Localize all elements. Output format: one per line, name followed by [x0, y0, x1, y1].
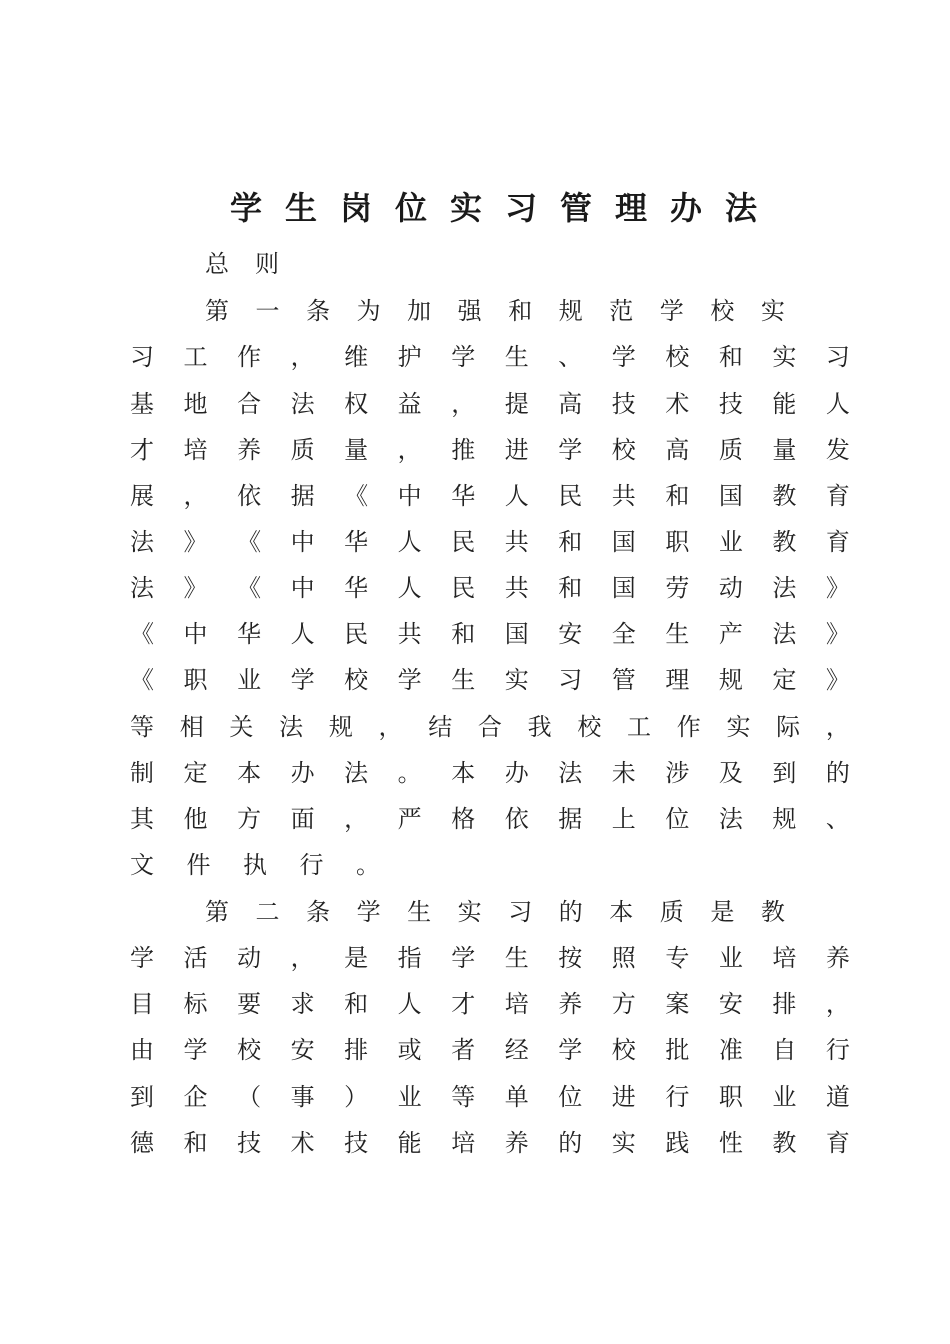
text-char: 他	[183, 805, 208, 833]
text-char: 习	[825, 343, 850, 371]
text-char: 践	[665, 1129, 690, 1157]
text-char: 二	[255, 898, 280, 926]
text-char: 》	[825, 666, 850, 694]
text-char: 法	[130, 528, 154, 556]
text-char: 工	[627, 713, 652, 741]
text-char: ，	[825, 990, 850, 1018]
text-char: 学	[397, 666, 422, 694]
text-char: 其	[130, 805, 154, 833]
text-char: 教	[772, 482, 797, 510]
text-char: 高	[665, 436, 690, 464]
text-char: 案	[665, 990, 690, 1018]
text-char: 范	[609, 297, 634, 325]
text-char: 共	[397, 620, 422, 648]
text-char: 术	[290, 1129, 315, 1157]
text-char: 学	[558, 1036, 583, 1064]
text-char: 才	[130, 436, 154, 464]
text-char: 等	[451, 1083, 476, 1111]
text-char: 关	[229, 713, 254, 741]
text-char: 技	[237, 1129, 262, 1157]
text-char: 规	[772, 805, 797, 833]
text-char: 和	[344, 990, 369, 1018]
text-char: 加	[407, 297, 432, 325]
text-char: 为	[356, 297, 381, 325]
text-char: 方	[237, 805, 262, 833]
text-char: 》	[183, 574, 208, 602]
text-char: 华	[237, 620, 262, 648]
text-char: 学	[130, 944, 154, 972]
text-char: 学	[356, 898, 381, 926]
text-char: 者	[451, 1036, 476, 1064]
text-char: 行	[825, 1036, 850, 1064]
text-char: 职	[183, 666, 208, 694]
text-char: 作	[237, 343, 262, 371]
text-char: 规	[718, 666, 743, 694]
text-char: 民	[344, 620, 369, 648]
text-char: 生	[504, 343, 529, 371]
text-char: 基	[130, 390, 154, 418]
text-char: 职	[718, 1083, 743, 1111]
text-char: 和	[451, 620, 476, 648]
text-char: 实	[504, 666, 529, 694]
text-char: 指	[397, 944, 422, 972]
text-char: 制	[130, 759, 154, 787]
text-char: 单	[504, 1083, 529, 1111]
text-char: 办	[504, 759, 529, 787]
text-char: 才	[451, 990, 476, 1018]
text-char: 技	[611, 390, 636, 418]
text-char: 量	[772, 436, 797, 464]
text-char: 是	[344, 944, 369, 972]
paragraph-line	[130, 525, 850, 559]
text-char: 共	[504, 528, 529, 556]
text-char: 校	[577, 713, 602, 741]
text-char: 校	[611, 1036, 636, 1064]
text-char: 习	[130, 343, 154, 371]
text-char: 职	[665, 528, 690, 556]
text-char: 质	[718, 436, 743, 464]
text-char: 和	[183, 1129, 208, 1157]
text-char: 人	[290, 620, 315, 648]
text-char: 培	[451, 1129, 476, 1157]
text-char: 德	[130, 1129, 154, 1157]
text-char: 校	[665, 343, 690, 371]
paragraph-line	[130, 433, 850, 467]
text-char: 和	[508, 297, 533, 325]
text-char: 位	[558, 1083, 583, 1111]
text-char: 。	[356, 851, 380, 879]
text-char: 学	[611, 343, 636, 371]
text-char: 生	[407, 898, 432, 926]
paragraph-line	[130, 479, 850, 513]
text-char: 条	[306, 297, 331, 325]
text-char: 排	[772, 990, 797, 1018]
text-char: 校	[710, 297, 735, 325]
text-char: ，	[344, 805, 369, 833]
text-char: 到	[772, 759, 797, 787]
text-char: 据	[290, 482, 315, 510]
text-char: 实	[760, 297, 785, 325]
text-char: 的	[558, 898, 583, 926]
text-char: 》	[825, 574, 850, 602]
text-char: 按	[558, 944, 583, 972]
text-char: 是	[710, 898, 735, 926]
text-char: 未	[611, 759, 636, 787]
text-char: 依	[237, 482, 262, 510]
text-char: 地	[183, 390, 208, 418]
paragraph-line	[205, 895, 785, 929]
text-char: 中	[397, 482, 422, 510]
text-char: 和	[558, 528, 583, 556]
text-char: 法	[558, 759, 583, 787]
text-char: 益	[397, 390, 422, 418]
text-char: 生	[451, 666, 476, 694]
text-char: 学	[451, 343, 476, 371]
text-char: 业	[397, 1083, 422, 1111]
paragraph-line	[130, 617, 850, 651]
text-char: ，	[825, 713, 850, 741]
text-char: 、	[558, 343, 583, 371]
text-char: 展	[130, 482, 154, 510]
text-char: 养	[825, 944, 850, 972]
text-char: 共	[504, 574, 529, 602]
text-char: 《	[130, 666, 154, 694]
text-char: ）	[344, 1083, 369, 1111]
paragraph-line	[130, 663, 850, 697]
text-char: 合	[477, 713, 502, 741]
text-char: 质	[290, 436, 315, 464]
text-char: 经	[504, 1036, 529, 1064]
text-char: 《	[237, 528, 262, 556]
text-char: 排	[344, 1036, 369, 1064]
text-char: 安	[718, 990, 743, 1018]
text-char: 批	[665, 1036, 690, 1064]
text-char: 及	[718, 759, 743, 787]
text-char: 提	[504, 390, 529, 418]
text-char: 事	[290, 1083, 315, 1111]
text-char: 和	[558, 574, 583, 602]
text-char: 推	[451, 436, 476, 464]
text-char: 《	[130, 620, 154, 648]
text-char: 和	[665, 482, 690, 510]
text-char: 依	[504, 805, 529, 833]
text-char: 要	[237, 990, 262, 1018]
text-char: 养	[504, 1129, 529, 1157]
text-char: 人	[825, 390, 850, 418]
paragraph-line	[130, 802, 850, 836]
text-char: 业	[772, 1083, 797, 1111]
text-char: 实	[726, 713, 751, 741]
text-char: 民	[451, 574, 476, 602]
text-char: 上	[611, 805, 636, 833]
paragraph-line	[130, 571, 850, 605]
text-char: 中	[183, 620, 208, 648]
text-char: 法	[290, 390, 315, 418]
text-char: 面	[290, 805, 315, 833]
text-char: 的	[825, 759, 850, 787]
text-char: 民	[558, 482, 583, 510]
text-char: ，	[397, 436, 422, 464]
text-char: 技	[718, 390, 743, 418]
text-char: 《	[344, 482, 369, 510]
text-char: 行	[665, 1083, 690, 1111]
text-char: 性	[718, 1129, 743, 1157]
text-char: 华	[344, 574, 369, 602]
text-char: 目	[130, 990, 154, 1018]
text-char: 涉	[665, 759, 690, 787]
text-char: 学	[183, 1036, 208, 1064]
text-char: 进	[611, 1083, 636, 1111]
text-char: 安	[290, 1036, 315, 1064]
text-char: 本	[609, 898, 634, 926]
text-char: 量	[344, 436, 369, 464]
text-char: 实	[611, 1129, 636, 1157]
text-char: 和	[718, 343, 743, 371]
text-char: 产	[718, 620, 743, 648]
text-char: 道	[825, 1083, 850, 1111]
text-char: 的	[558, 1129, 583, 1157]
text-char: 业	[718, 528, 743, 556]
text-char: 安	[558, 620, 583, 648]
text-char: 位	[665, 805, 690, 833]
text-char: 质	[659, 898, 684, 926]
text-char: 国	[611, 574, 636, 602]
text-char: 养	[237, 436, 262, 464]
paragraph-line	[130, 387, 850, 421]
text-char: 标	[183, 990, 208, 1018]
text-char: 技	[344, 1129, 369, 1157]
text-char: 行	[299, 851, 324, 879]
text-char: 实	[772, 343, 797, 371]
text-char: 养	[558, 990, 583, 1018]
text-char: 教	[772, 528, 797, 556]
document-title: 学生岗位实习管理办法	[229, 189, 780, 227]
text-char: 人	[504, 482, 529, 510]
text-char: 第	[205, 297, 229, 325]
paragraph-line	[130, 1033, 850, 1067]
paragraph-line	[130, 710, 850, 744]
text-char: 强	[457, 297, 482, 325]
text-char: 本	[237, 759, 262, 787]
text-char: 育	[825, 482, 850, 510]
text-char: 定	[772, 666, 797, 694]
text-char: 文	[130, 851, 154, 879]
text-char: （	[237, 1083, 262, 1111]
text-char: 培	[183, 436, 208, 464]
text-char: 学	[451, 944, 476, 972]
text-char: 法	[772, 574, 797, 602]
text-char: 华	[344, 528, 369, 556]
text-char: 业	[237, 666, 262, 694]
text-char: 教	[772, 1129, 797, 1157]
paragraph-line	[130, 941, 850, 975]
section-heading: 总则	[205, 250, 305, 278]
paragraph-line	[130, 756, 850, 790]
text-char: 企	[183, 1083, 208, 1111]
text-char: 法	[279, 713, 304, 741]
text-char: 校	[237, 1036, 262, 1064]
text-char: 执	[243, 851, 267, 879]
paragraph-line	[130, 340, 850, 374]
text-char: 理	[665, 666, 690, 694]
text-char: 管	[611, 666, 636, 694]
text-char: 中	[290, 528, 315, 556]
text-char: 能	[772, 390, 797, 418]
text-char: 华	[451, 482, 476, 510]
text-char: 人	[397, 574, 422, 602]
text-char: 结	[428, 713, 453, 741]
text-char: 进	[504, 436, 529, 464]
text-char: 能	[397, 1129, 422, 1157]
text-char: 办	[290, 759, 315, 787]
text-char: ，	[183, 482, 208, 510]
text-char: 法	[130, 574, 154, 602]
text-char: 习	[508, 898, 533, 926]
text-char: 生	[504, 944, 529, 972]
text-char: 准	[718, 1036, 743, 1064]
text-char: 教	[760, 898, 785, 926]
text-char: 学	[290, 666, 315, 694]
text-char: ，	[378, 713, 403, 741]
text-char: 《	[237, 574, 262, 602]
text-char: 》	[183, 528, 208, 556]
paragraph-line	[130, 848, 380, 882]
text-char: 发	[825, 436, 850, 464]
text-char: 。	[397, 759, 422, 787]
text-char: 维	[344, 343, 369, 371]
text-char: 生	[665, 620, 690, 648]
text-char: 件	[186, 851, 211, 879]
text-char: 自	[772, 1036, 797, 1064]
paragraph-line	[130, 987, 850, 1021]
text-char: 严	[397, 805, 422, 833]
text-char: 由	[130, 1036, 154, 1064]
text-char: 人	[397, 990, 422, 1018]
text-char: 等	[130, 713, 154, 741]
text-char: 高	[558, 390, 583, 418]
text-char: 实	[457, 898, 482, 926]
text-char: 规	[558, 297, 583, 325]
text-char: 校	[611, 436, 636, 464]
text-char: 民	[451, 528, 476, 556]
text-char: 我	[527, 713, 552, 741]
text-char: 工	[183, 343, 208, 371]
text-char: 方	[611, 990, 636, 1018]
text-char: 国	[504, 620, 529, 648]
text-char: 法	[772, 620, 797, 648]
text-char: 学	[659, 297, 684, 325]
text-char: 、	[825, 805, 850, 833]
text-char: 术	[665, 390, 690, 418]
text-char: 照	[611, 944, 636, 972]
text-char: 或	[397, 1036, 422, 1064]
text-char: 业	[718, 944, 743, 972]
text-char: 条	[306, 898, 331, 926]
text-char: 法	[718, 805, 743, 833]
paragraph-line	[130, 1080, 850, 1114]
text-char: 合	[237, 390, 262, 418]
text-char: 培	[772, 944, 797, 972]
text-char: 到	[130, 1083, 154, 1111]
text-char: 习	[558, 666, 583, 694]
paragraph-line	[130, 1126, 850, 1160]
text-char: 中	[290, 574, 315, 602]
text-char: 》	[825, 620, 850, 648]
text-char: ，	[451, 390, 476, 418]
text-char: 护	[397, 343, 422, 371]
text-char: 育	[825, 528, 850, 556]
text-char: 培	[504, 990, 529, 1018]
text-char: 际	[776, 713, 801, 741]
text-char: 育	[825, 1129, 850, 1157]
text-char: 专	[665, 944, 690, 972]
text-char: 全	[611, 620, 636, 648]
text-char: 规	[328, 713, 353, 741]
text-char: 国	[611, 528, 636, 556]
text-char: 法	[344, 759, 369, 787]
text-char: 相	[179, 713, 204, 741]
text-char: ，	[290, 944, 315, 972]
text-char: 学	[558, 436, 583, 464]
text-char: 据	[558, 805, 583, 833]
text-char: 权	[344, 390, 369, 418]
text-char: 人	[397, 528, 422, 556]
text-char: 格	[451, 805, 476, 833]
text-char: 动	[718, 574, 743, 602]
paragraph-line	[205, 294, 785, 328]
text-char: 第	[205, 898, 229, 926]
text-char: ，	[290, 343, 315, 371]
text-char: 共	[611, 482, 636, 510]
text-char: 求	[290, 990, 315, 1018]
text-char: 本	[451, 759, 476, 787]
text-char: 国	[718, 482, 743, 510]
text-char: 校	[344, 666, 369, 694]
text-char: 活	[183, 944, 208, 972]
text-char: 劳	[665, 574, 690, 602]
text-char: 一	[255, 297, 280, 325]
text-char: 定	[183, 759, 208, 787]
text-char: 动	[237, 944, 262, 972]
text-char: 作	[676, 713, 701, 741]
